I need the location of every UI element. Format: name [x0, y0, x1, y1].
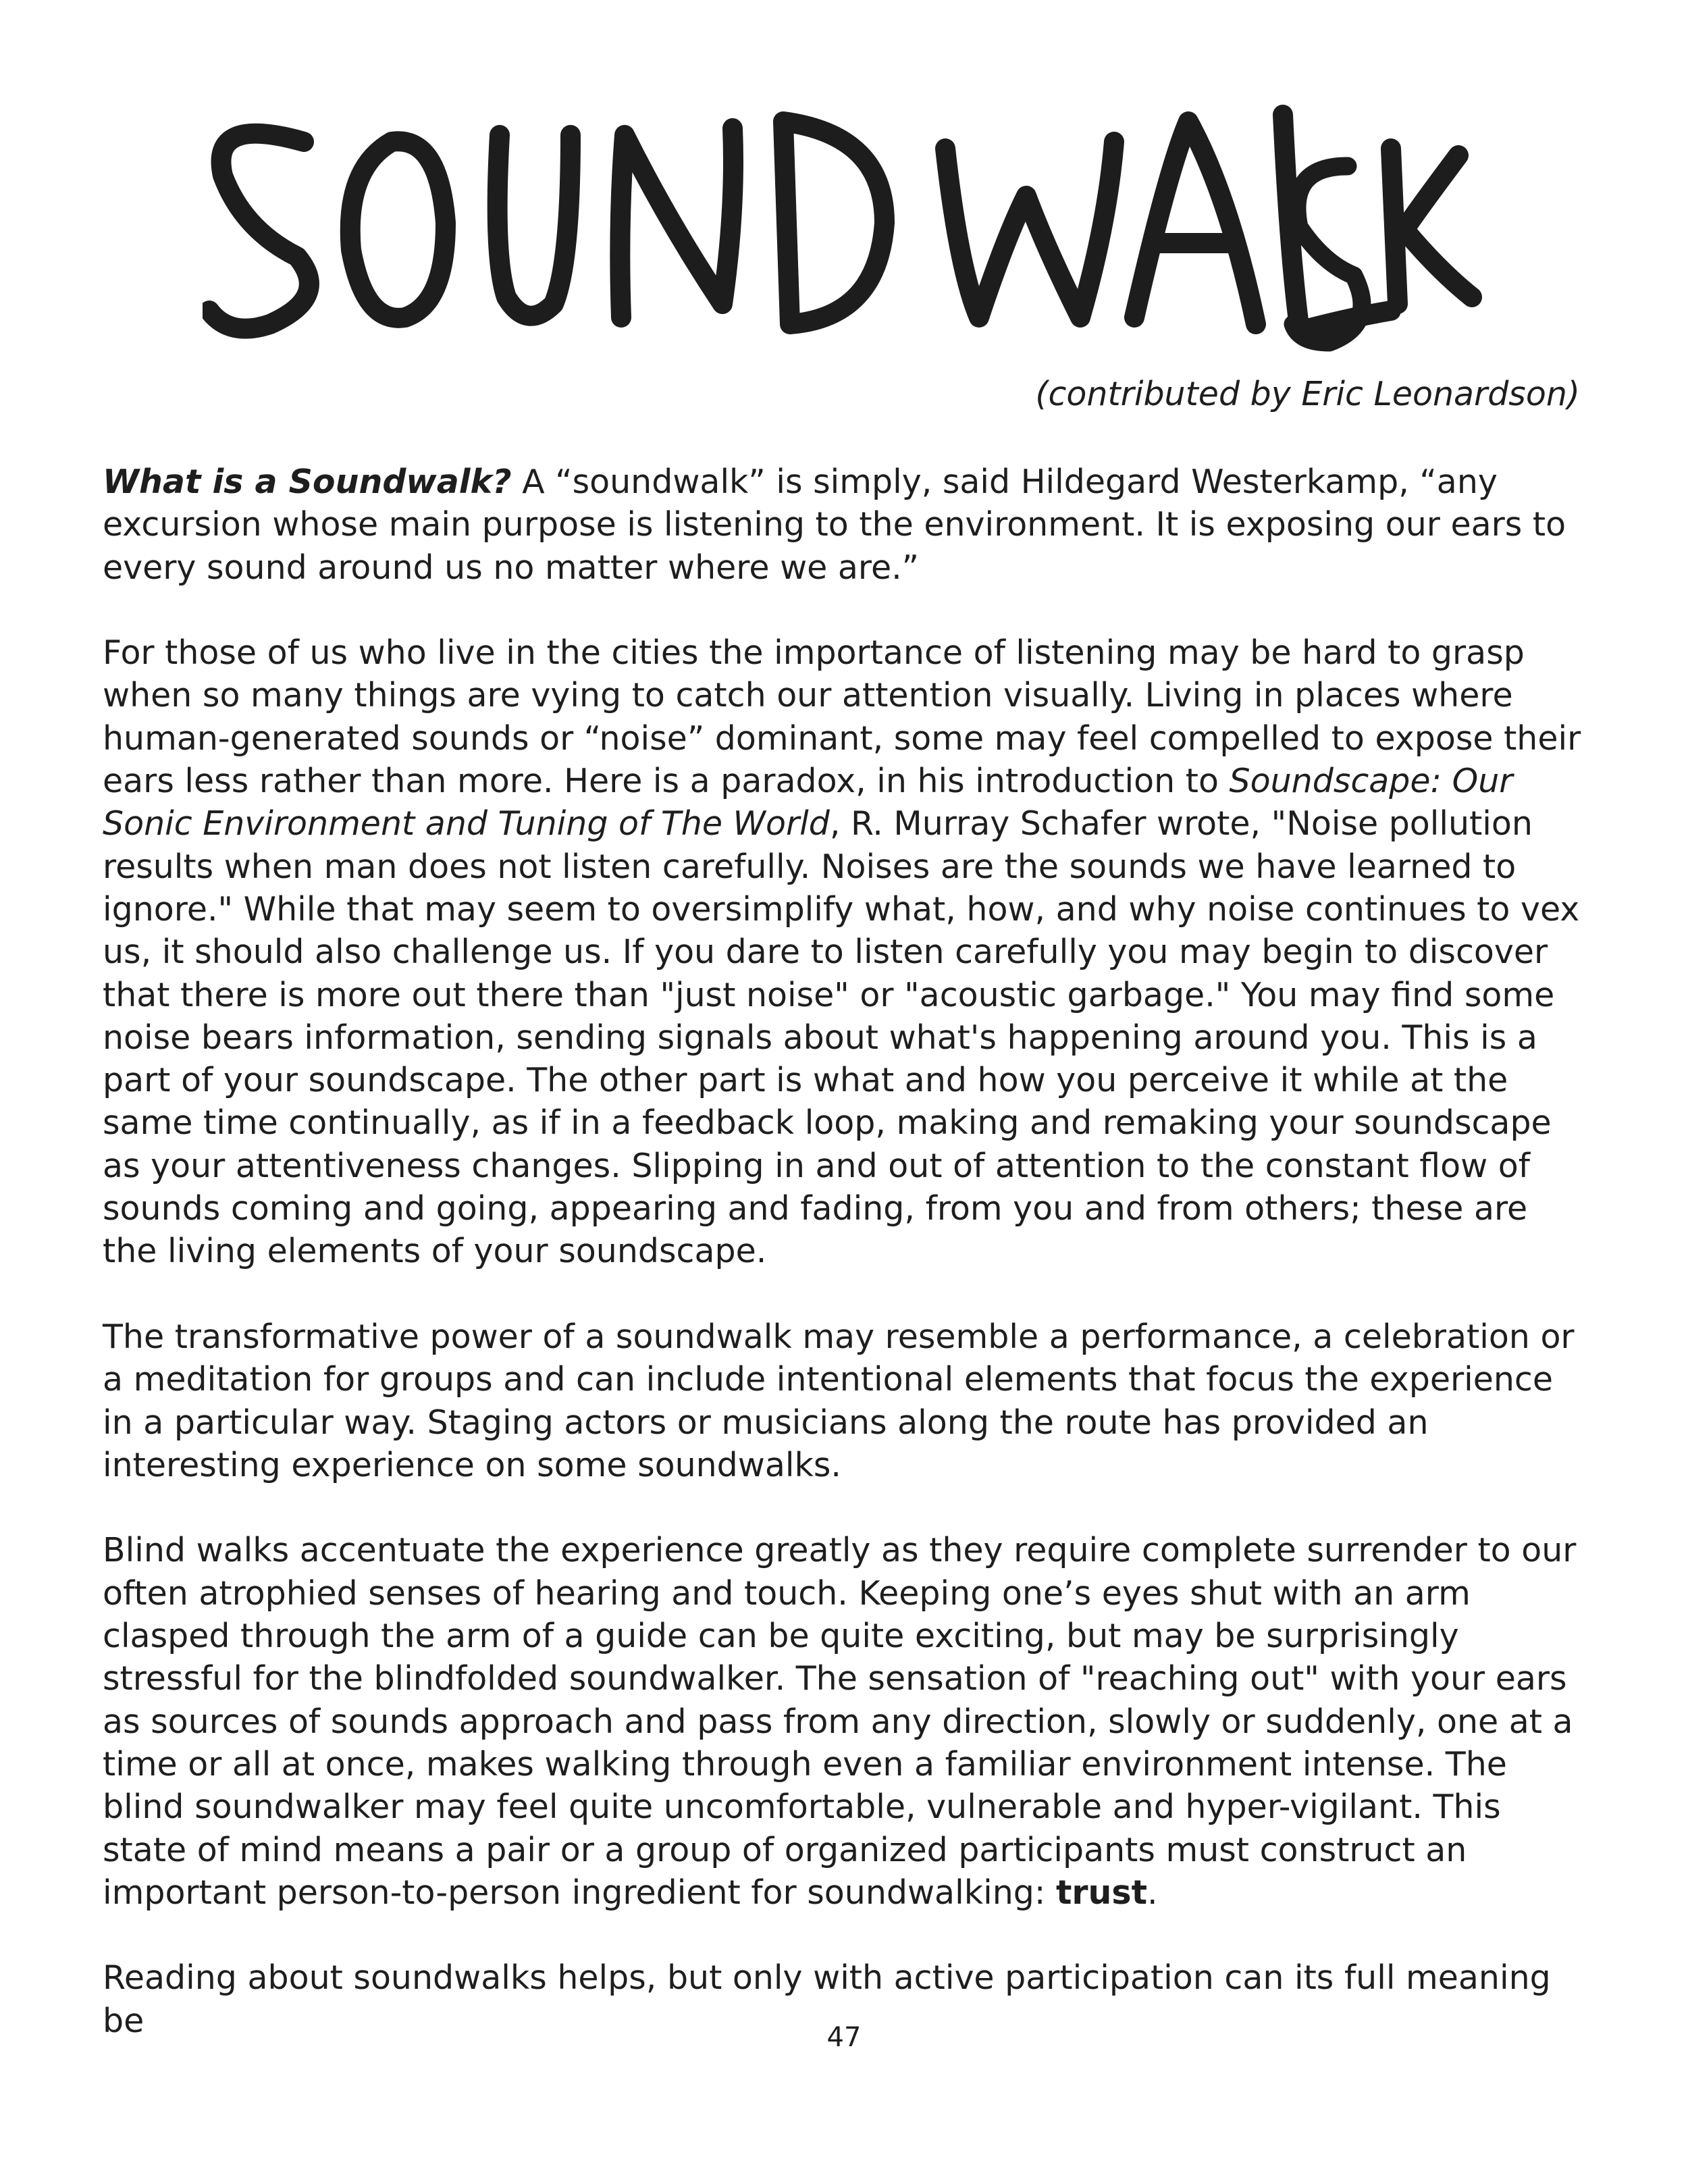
title-lettering — [203, 101, 1485, 371]
trust-word: trust — [1055, 1873, 1147, 1912]
listening-text-2: , R. Murray Schafer wrote, "Noise pollution results when man does not listen carefully. Noises are the sounds we have learned to ignore." While that may seem to oversimplify what, how, and why noise continues to vex us, it should also challenge us. If you dare to listen carefully you may begin to discover that there is more out there than "just noise" or "acoustic garbage." You may find some noise bears information, sending signals about what's happening around you. This is a part of your soundscape. The other part is what and how you perceive it while at the same time continually, as if in a feedback loop, making and remaking your soundscape as your attentiveness changes. Slipping in and out of attention to the constant flow of sounds coming and going, appearing and fading, from you and from others; these are the living elements of your soundscape. — [103, 804, 1580, 1271]
book-title: Soundscape: Our Sonic Environment and Tuning of The World — [103, 762, 1513, 843]
paragraph-listening — [103, 631, 1588, 1272]
contributor-credit: (contributed by Eric Leonardson) — [1035, 375, 1580, 413]
paragraph-intro — [103, 461, 1588, 589]
blind-walks-end: . — [1147, 1873, 1158, 1912]
paragraph-reading: Reading about soundwalks helps, but only with active participation can its full meaning be — [103, 1958, 1551, 2040]
paragraph-blind-walks — [103, 1529, 1588, 1914]
article-body — [103, 461, 1588, 2085]
blind-walks-text: Blind walks accentuate the experience greatly as they require complete surrender to our often atrophied senses of hearing and touch. Keeping one’s eyes shut with an arm clasped through the arm of a guide can be quite exciting, but may be surprisingly stressful for the blindfolded soundwalker. The sensation of "reaching out" with your ears as sources of sounds approach and pass from any direction, slowly or suddenly, one at a time or all at once, makes walking through even a familiar environment intense. The blind soundwalker may feel quite uncomfortable, vulnerable and hyper-vigilant. This state of mind means a pair or a group of organized participants must construct an important person-to-person ingredient for soundwalking: — [103, 1531, 1577, 1912]
intro-text: A “soundwalk” is simply, said Hildegard Westerkamp, “any excursion whose main purpose is listening to the environment. It is exposing our ears to every sound around us no matter where we are.” — [103, 463, 1566, 587]
listening-text-1: For those of us who live in the cities the importance of listening may be hard to grasp when so many things are vying to catch our attention visually. Living in places where human-generated sounds or “noise” dominant, some may feel compelled to expose their ears less rather than more. Here is a paradox, in his introduction to — [103, 633, 1581, 801]
page-number: 47 — [826, 2022, 862, 2053]
lead-question: What is a Soundwalk? — [103, 463, 512, 501]
paragraph-transformative: The transformative power of a soundwalk may resemble a performance, a celebration or a meditation for groups and can include intentional elements that focus the experience in a particular way. Staging actors or musicians along the route has provided an interesting experience on some soundwalks. — [103, 1317, 1575, 1484]
